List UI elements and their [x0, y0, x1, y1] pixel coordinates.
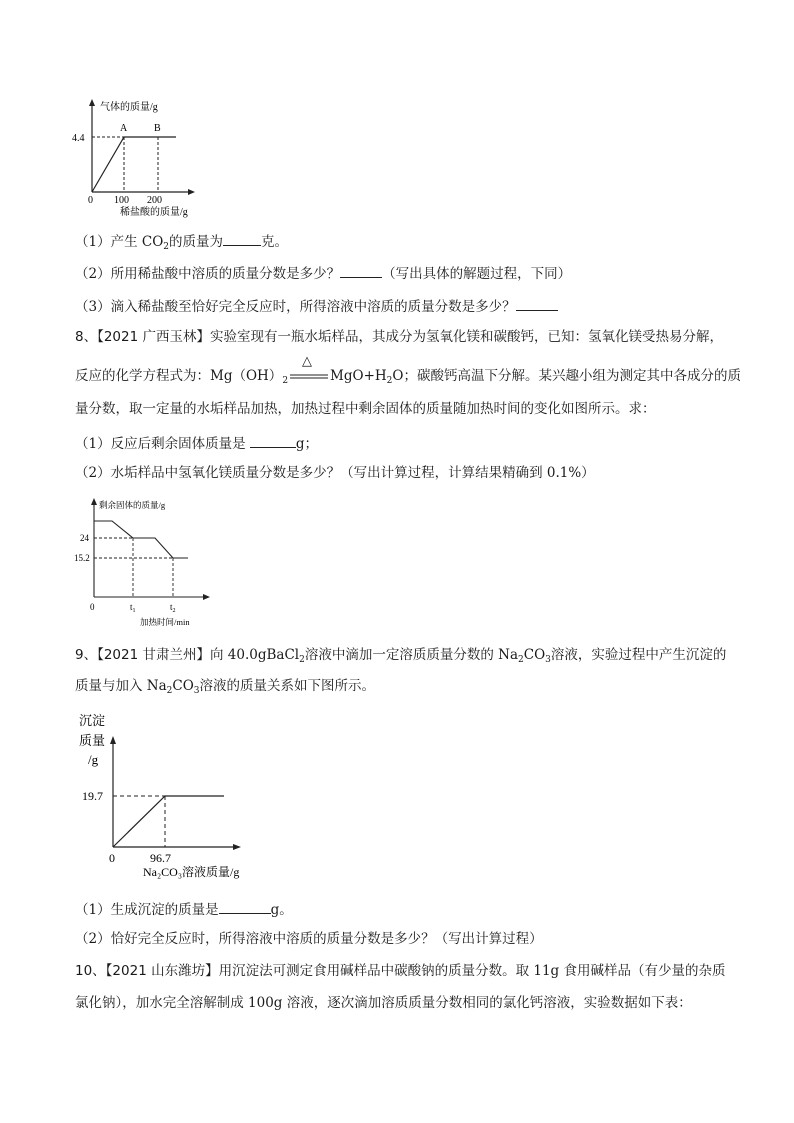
q8-sub1-unit: g；	[295, 436, 319, 452]
q8-line2-product: MgO+H	[330, 368, 387, 384]
chart2-series-line	[94, 521, 188, 558]
q9-sub1-text: （1）生成沉淀的质量是	[75, 902, 219, 918]
q9-text-line1b: 溶液中滴加一定溶质质量分数的 Na	[304, 647, 518, 663]
q9-sub1-answer-blank[interactable]	[219, 899, 271, 914]
q7-sub2	[75, 263, 571, 283]
q9-sub1	[75, 899, 293, 919]
chart2-y-tick-152: 15.2	[74, 553, 90, 563]
q8-line2-text2: O；碳酸钙高温下分解。某兴趣小组为测定其中各成分的质	[392, 368, 741, 384]
q10-line1	[75, 962, 725, 980]
chart2-x-tick-t1: $t_1$	[130, 602, 136, 614]
q9-line2	[75, 677, 375, 695]
q9-heading: 9、【2021 甘肃兰州】	[75, 647, 210, 663]
chart1-x-tick-0: 0	[88, 195, 93, 206]
q10-heading: 10、【2021 山东潍坊】	[75, 963, 219, 979]
chart3-y-arrow	[110, 736, 116, 744]
chart1-y-arrow	[89, 99, 95, 106]
chart1-y-tick: 4.4	[72, 133, 85, 144]
chart3-y-label-1: 沉淀	[79, 713, 106, 728]
q9-text-line1d: 溶液，实验过程中产生沉淀的	[550, 647, 727, 663]
q8-line2-subscript: 2	[282, 376, 289, 386]
equals-sign-icon	[288, 367, 330, 385]
chart1-series-line	[92, 137, 176, 192]
q9-text-line1c: CO	[523, 647, 546, 663]
q7-sub2-note: （写出具体的解题过程，下同）	[382, 266, 572, 282]
chart3-y-label-2: 质量	[79, 733, 106, 748]
q10-text-line2: 氯化钠），加水完全溶解制成 100g 溶液，逐次滴加溶质质量分数相同的氯化钙溶液，实验数据如下表：	[75, 995, 692, 1011]
chart3-x-tick-0: 0	[109, 851, 115, 865]
q9-sub-b: 2	[518, 655, 524, 665]
q8-sub2	[75, 464, 595, 482]
q7-sub1-text: （1）产生 CO	[75, 234, 164, 250]
q7-sub3	[75, 296, 558, 316]
q9-sub2	[75, 930, 543, 948]
chart1-x-label: 稀盐酸的质量/g	[120, 207, 188, 218]
chart2-x-tick-0: 0	[90, 602, 95, 612]
q9-text-line2b: CO	[172, 678, 194, 694]
q7-sub3-text: （3）滴入稀盐酸至恰好完全反应时，所得溶液中溶质的质量分数是多少？	[75, 299, 516, 315]
q8-sub1-text: （1）反应后剩余固体质量是	[75, 436, 250, 452]
q7-sub1	[75, 231, 288, 251]
q9-sub-c: 3	[545, 655, 551, 665]
q9-sub-a: 2	[299, 655, 305, 665]
q9-sub1-unit: g。	[270, 902, 293, 918]
q8-sub2-text: （2）水垢样品中氢氧化镁质量分数是多少？（写出计算过程，计算结果精确到 0.1%）	[75, 465, 595, 481]
q7-sub1-subscript: 2	[163, 242, 170, 252]
q9-line1	[75, 646, 726, 664]
q7-sub2-answer-blank[interactable]	[340, 263, 382, 278]
reaction-condition	[288, 354, 330, 385]
q9-sub-d: 2	[166, 686, 173, 696]
q7-sub2-text: （2）所用稀盐酸中溶质的质量分数是多少？	[75, 266, 341, 282]
chart1-y-label: 气体的质量/g	[100, 102, 158, 113]
chart1-x-tick-100: 100	[114, 195, 129, 206]
chart2-y-label: 剩余固体的质量/g	[99, 500, 166, 510]
q8-text-line1: 实验室现有一瓶水垢样品，其成分为氢氧化镁和碳酸钙，已知：氢氧化镁受热易分解，	[210, 329, 723, 345]
heat-symbol: △	[302, 354, 313, 369]
q8-line2	[75, 354, 741, 386]
q8-heading: 8、【2021 广西玉林】	[75, 329, 210, 345]
q9-text-line2: 质量与加入 Na	[75, 678, 167, 694]
chart1-x-arrow	[188, 189, 195, 195]
q9-text-line2c: 溶液的质量关系如下图所示。	[199, 678, 376, 694]
q9-sub-e: 3	[193, 686, 200, 696]
chart1-x-tick-200: 200	[147, 195, 162, 206]
q7-sub3-answer-blank[interactable]	[516, 296, 558, 311]
q8-text-line3: 量分数，取一定量的水垢样品加热，加热过程中剩余固体的质量随加热时间的变化如图所示。求：	[75, 401, 656, 417]
q8-line3	[75, 400, 656, 418]
q9-sub2-text: （2）恰好完全反应时，所得溶液中溶质的质量分数是多少？（写出计算过程）	[75, 931, 543, 947]
q8-sub1	[75, 433, 318, 453]
chart3-series-line	[113, 796, 224, 847]
chart3-x-tick-967: 96.7	[150, 851, 171, 865]
chart-gas-mass	[0, 0, 794, 230]
q7-sub1-answer-blank[interactable]	[223, 231, 261, 246]
q8-line2-product-subscript: 2	[386, 376, 393, 386]
chart2-x-label: 加热时间/min	[140, 617, 190, 627]
q8-text-line2: 反应的化学方程式为：Mg（OH）	[75, 368, 283, 384]
q8-sub1-answer-blank[interactable]	[250, 433, 296, 448]
q10-text-line1: 用沉淀法可测定食用碱样品中碳酸钠的质量分数。取 11g 食用碱样品（有少量的杂质	[218, 963, 726, 979]
chart1-point-a: A	[120, 123, 128, 134]
q8-line1	[75, 328, 723, 346]
chart3-y-label-3: /g	[88, 752, 99, 767]
chart3-y-tick: 19.7	[82, 789, 103, 803]
chart2-x-tick-t2: $t_2$	[170, 602, 176, 614]
chart3-x-label: Na₂CO₃溶液质量/g	[143, 865, 240, 879]
chart2-y-arrow	[91, 498, 97, 505]
q7-sub1-text2: 的质量为	[169, 234, 224, 250]
q7-sub1-unit: 克。	[261, 234, 289, 250]
chart3-x-arrow	[233, 844, 241, 850]
chart2-y-tick-24: 24	[80, 533, 89, 543]
q9-text-line1: 向 40.0gBaCl	[210, 647, 300, 663]
q10-line2	[75, 994, 692, 1012]
chart1-point-b: B	[154, 123, 161, 134]
chart2-x-arrow	[203, 594, 210, 600]
